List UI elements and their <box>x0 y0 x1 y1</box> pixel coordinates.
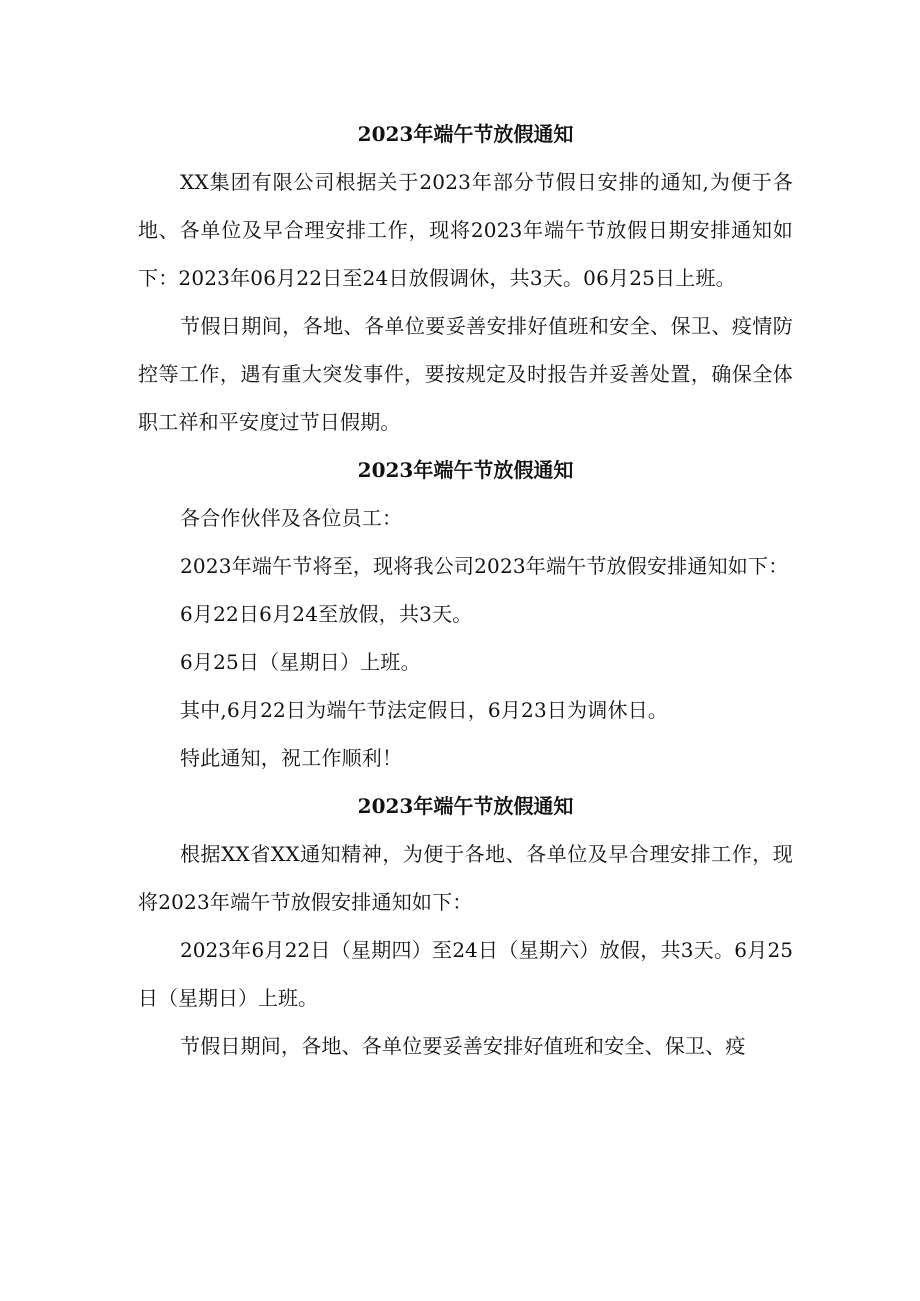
section-2-paragraph-1: 2023年端午节将至，现将我公司2023年端午节放假安排通知如下： <box>180 554 789 578</box>
section-2-closing: 特此通知，祝工作顺利！ <box>180 746 403 770</box>
section-3-paragraph-2: 2023年6月22日（星期四）至24日（星期六）放假，共3天。6月25日（星期日）上班。 <box>138 938 793 1010</box>
section-3-paragraph-3: 节假日期间，各地、各单位要妥善安排好值班和安全、保卫、疫 <box>180 1034 746 1058</box>
section-2-paragraph-3: 6月25日（星期日）上班。 <box>180 650 421 674</box>
section-3-paragraph-1: 根据XX省XX通知精神，为便于各地、各单位及早合理安排工作，现将2023年端午节放假安排通知如下： <box>138 842 793 914</box>
section-2-paragraph-4: 其中,6月22日为端午节法定假日，6月23日为调休日。 <box>180 698 669 722</box>
document-body <box>138 110 793 1070</box>
section-1-paragraph-2: 节假日期间，各地、各单位要妥善安排好值班和安全、保卫、疫情防控等工作，遇有重大突发事件，要按规定及时报告并妥善处置，确保全体职工祥和平安度过节日假期。 <box>138 314 793 434</box>
section-1-title: 2023年端午节放假通知 <box>357 122 574 146</box>
section-2-greeting: 各合作伙伴及各位员工： <box>180 506 403 530</box>
section-2-title: 2023年端午节放假通知 <box>357 458 574 482</box>
section-1-paragraph-1: XX集团有限公司根据关于2023年部分节假日安排的通知,为便于各地、各单位及早合理安排工作，现将2023年端午节放假日期安排通知如下：2023年06月22日至24日放假调休，共3天。06月25日上班。 <box>138 170 793 290</box>
section-3-title: 2023年端午节放假通知 <box>357 794 574 818</box>
section-2-paragraph-2: 6月22日6月24至放假，共3天。 <box>180 602 473 626</box>
